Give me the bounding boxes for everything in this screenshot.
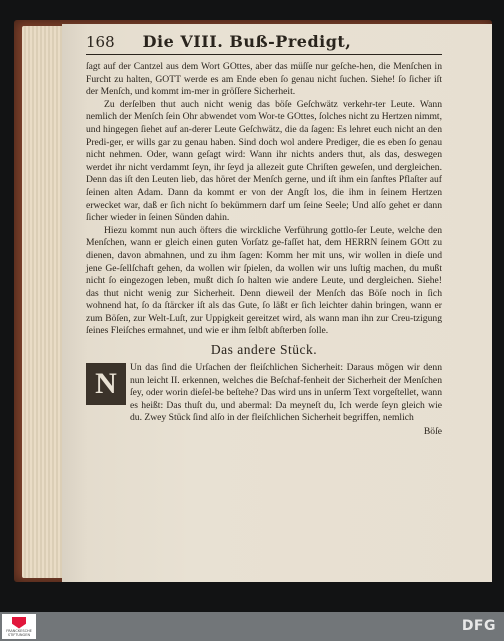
paragraph-4: Un das ſind die Urſachen der fleiſchlichen Sicherheit: Daraus mögen wir denn nun leicht II. erkennen, welches die Beſchaf-fenheit der Sicherheit der Menſchen ſey, oder worin dieſel-be beſtehe? Das wird uns in unſerm Text vorgeſtellet, wann es heißt: Das thuſt du, und abermal: Da meyneſt du, Ich werde ſeyn gleich wie du. Zwey Stück ſind alſo in der fleiſchlichen Sicherheit begriffen, nemlich — [130, 362, 442, 424]
paragraph-1: ſagt auf der Cantzel aus dem Wort GOttes, aber das müſſe nur geſche-hen, die Menſchen in Furcht zu halten, GOTT werde es am Ende eben ſo genau nicht ſuchen. Siehe! ſo ſicher iſt der Menſch, und kommt im-mer in gröſſere Sicherheit. — [86, 61, 442, 98]
institution-logo[interactable] — [2, 614, 36, 639]
logo-line-2: STIFTUNGEN — [7, 632, 31, 637]
logo-line-1: FRANCKESCHE — [6, 628, 32, 633]
catchword: Böſe — [423, 426, 442, 438]
funder-logo[interactable]: DFG — [461, 618, 496, 634]
page-edges — [22, 26, 66, 578]
paragraph-3: Hiezu kommt nun auch öfters die wirckliche Verführung gottlo-ſer Leute, welche den Menſchen, wann er gleich einen guten Vorſatz ge-faſſet hat, dem HERRN ſeinem GOtt zu dienen, davon abmahnen, und zu ihm ſagen: Komm her mit uns, wir wollen in dieſe und jene Ge-ſellſchaft gehen, da wollen wir ſpielen, da wollen wir uns luſtig machen, du mußt nicht ſo eingezogen leben, mußt dich ſo halten wie andere Leute, und dergleichen. Siehe! das thut nicht wenig zur Sicherheit. Denn dieweil der Menſch das Böſe noch in ſich wohnend hat, ſo da ſtärcker iſt als das Gute, ſo läßt er ſich leichter dahin bringen, wann er zum Böſen, zur Welt-Luſt, zur Uppigkeit gereitzet wird, als wann man ihn zur Creu-tzigung ſeines Fleiſches ermahnet, und wie er ihm ſelbſt abſterben ſolle. — [86, 224, 442, 337]
page-text-block — [86, 32, 442, 439]
running-title: Die VIII. Buß-Predigt, — [142, 32, 352, 51]
section-opening — [86, 362, 442, 425]
page-header — [86, 32, 442, 55]
page-number: 168 — [86, 33, 115, 51]
section-title: Das andere Stück. — [210, 342, 318, 358]
paragraph-2: Zu derſelben thut auch nicht wenig das böſe Geſchwätz verkehr-ter Leute. Wann nemlich der Menſch ſein Ohr abwendet vom Wor-te GOttes, ſolches nicht zu Hertzen nimmt, und hingegen ſiehet auf an-derer Leute Geſchwätz, die da ſagen: Es lehret euch nicht an den Predi-ger, er wills gar zu genau haben. Sind doch wol andere Prediger, die es eben ſo genau nicht nehmen. Oder, wann geſagt wird: Wann ihr nichts anders thut, als das, deswegen werdet ihr nicht verdammt ſeyn, ihr ſeyd ja allezeit gute Chriſten geweſen, und dergleichen. Denn das iſt den Leuten lieb, das höret der Menſch gerne, und iſt ihm ein ſanftes Pflaſter auf ſeinen alten Adam. Dann da kommt er von der Angſt los, die ihm in ſeinem Hertzen erwecket war, daß er ſich nicht ſo bekümmern darf um ſeine Seele; Und alſo gehet er dann ſicher wieder in ſeinen Sünden dahin. — [86, 98, 442, 224]
shield-icon — [12, 617, 26, 629]
decorated-initial: N — [86, 363, 126, 405]
viewer-footer-bar — [0, 612, 504, 641]
